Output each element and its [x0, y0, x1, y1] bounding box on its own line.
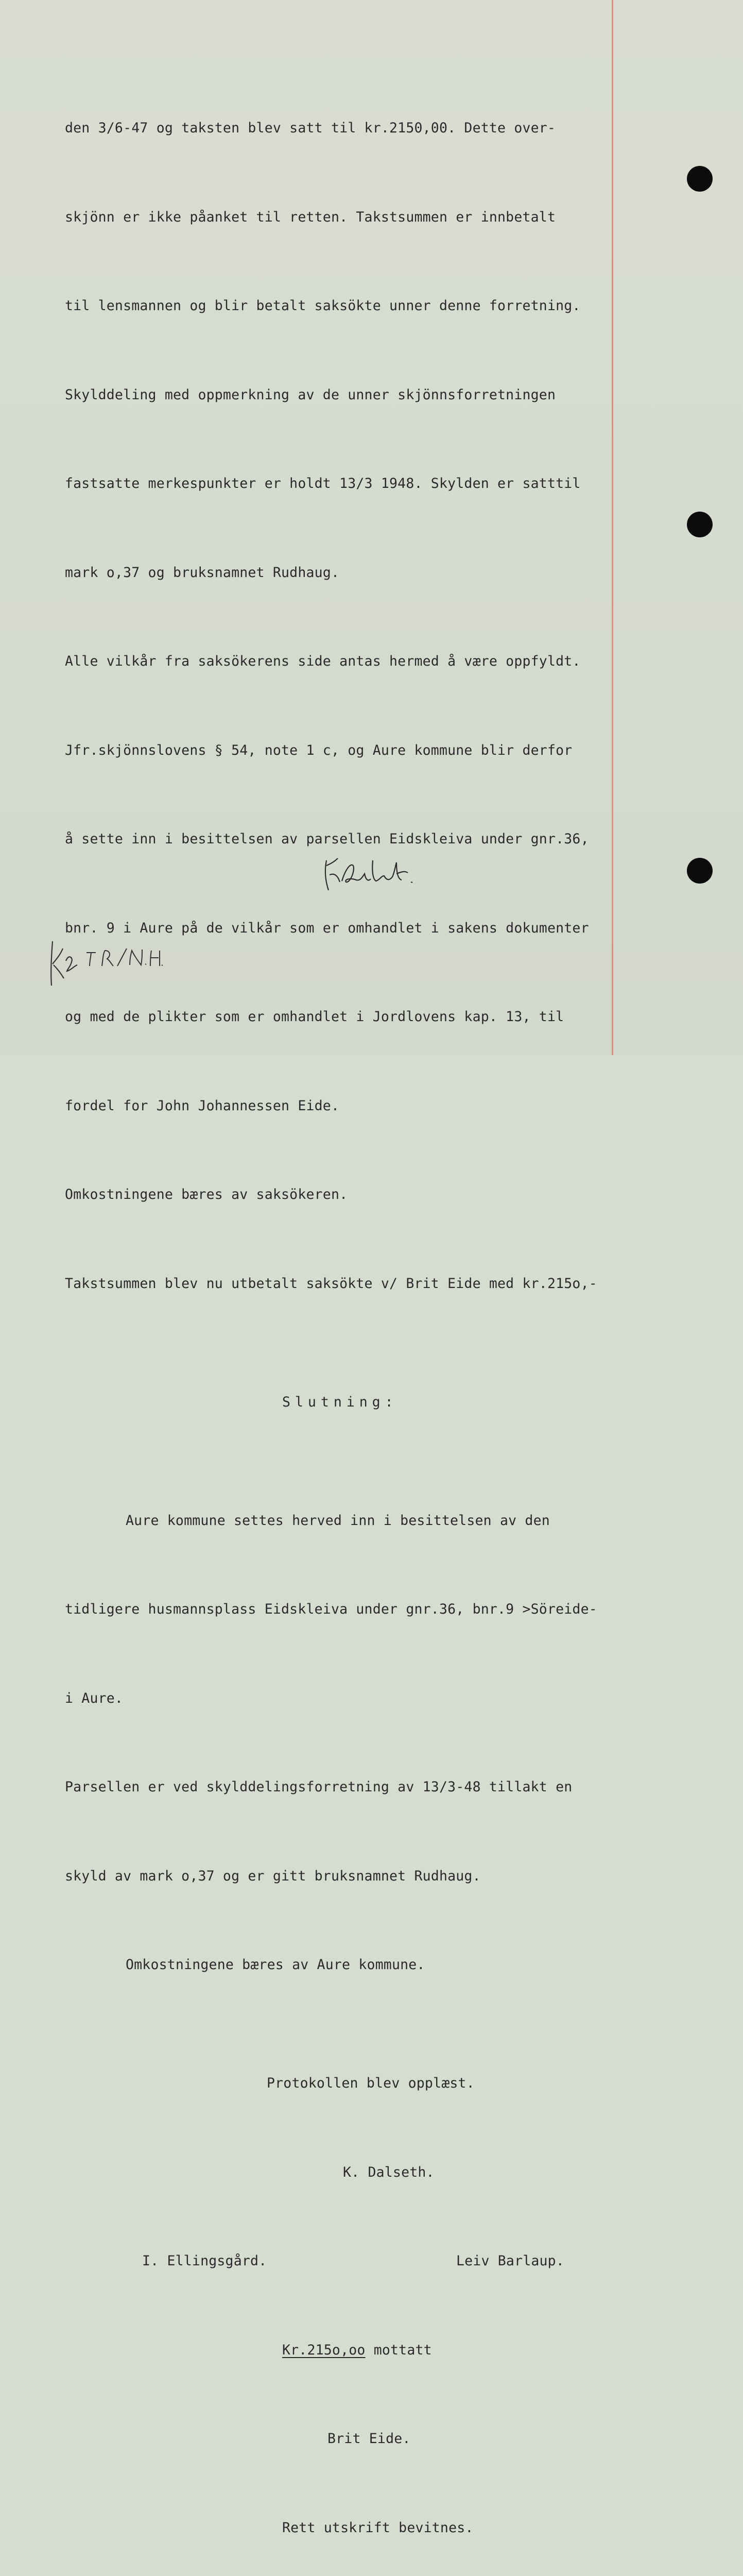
text-line: fordel for John Johannessen Eide.: [65, 1097, 340, 1114]
received-word: mottatt: [365, 2342, 432, 2358]
conclusion-line: tidligere husmannsplass Eidskleiva under gnr.36, bnr.9 >Söreide-: [65, 1601, 597, 1617]
signer-right: Leiv Barlaup.: [456, 2253, 564, 2269]
signer-left: I. Ellingsgård.: [142, 2253, 267, 2269]
punch-hole: [687, 512, 713, 537]
text-line: Jfr.skjönnslovens § 54, note 1 c, og Aure kommune blir derfor: [65, 742, 573, 758]
handwritten-margin-note: [45, 935, 169, 992]
conclusion-line: Aure kommune settes herved inn i besittelsen av den: [126, 1512, 550, 1529]
certification-line: Rett utskrift bevitnes.: [282, 2519, 474, 2536]
text-line: den 3/6-47 og taksten blev satt til kr.2150,00. Dette over-: [65, 120, 556, 136]
received-amount: Kr.215o,oo: [282, 2342, 366, 2358]
text-line: Alle vilkår fra saksökerens side antas hermed å være oppfyldt.: [65, 653, 581, 669]
text-line: og med de plikter som er omhandlet i Jordlovens kap. 13, til: [65, 1009, 564, 1025]
typed-text: [65, 54, 626, 2576]
conclusion-line: skyld av mark o,37 og er gitt bruksnamnet Rudhaug.: [65, 1868, 481, 1884]
text-line: til lensmannen og blir betalt saksökte unner denne forretning.: [65, 298, 581, 314]
text-line: bnr. 9 i Aure på de vilkår som er omhandlet i sakens dokumenter: [65, 920, 589, 936]
punch-hole: [687, 858, 713, 884]
text-line: skjönn er ikke påanket til retten. Takstsummen er innbetalt: [65, 209, 556, 225]
text-line: fastsatte merkespunkter er holdt 13/3 1948. Skylden er satttil: [65, 476, 581, 492]
signer-row: [65, 2246, 564, 2276]
text-line: å sette inn i besittelsen av parsellen Eidskleiva under gnr.36,: [65, 831, 589, 847]
received-line: [65, 2335, 626, 2365]
handwritten-signature: [319, 850, 453, 896]
conclusion-line: Parsellen er ved skylddelingsforretning av 13/3-48 tillakt en: [65, 1779, 573, 1795]
signer-main: K. Dalseth.: [343, 2164, 435, 2180]
read-aloud-line: Protokollen blev opplæst.: [267, 2075, 475, 2091]
text-line: Skylddeling med oppmerkning av de unner skjönnsforretningen: [65, 386, 556, 403]
text-line: mark o,37 og bruksnamnet Rudhaug.: [65, 564, 340, 581]
conclusion-line: i Aure.: [65, 1690, 124, 1706]
punch-hole: [687, 166, 713, 192]
conclusion-title: Slutning:: [282, 1394, 398, 1410]
conclusion-line: Omkostningene bæres av Aure kommune.: [126, 1957, 425, 1973]
received-by: Brit Eide.: [327, 2431, 411, 2447]
text-line: Takstsummen blev nu utbetalt saksökte v/ Brit Eide med kr.215o,-: [65, 1275, 597, 1292]
text-line: Omkostningene bæres av saksökeren.: [65, 1187, 348, 1202]
